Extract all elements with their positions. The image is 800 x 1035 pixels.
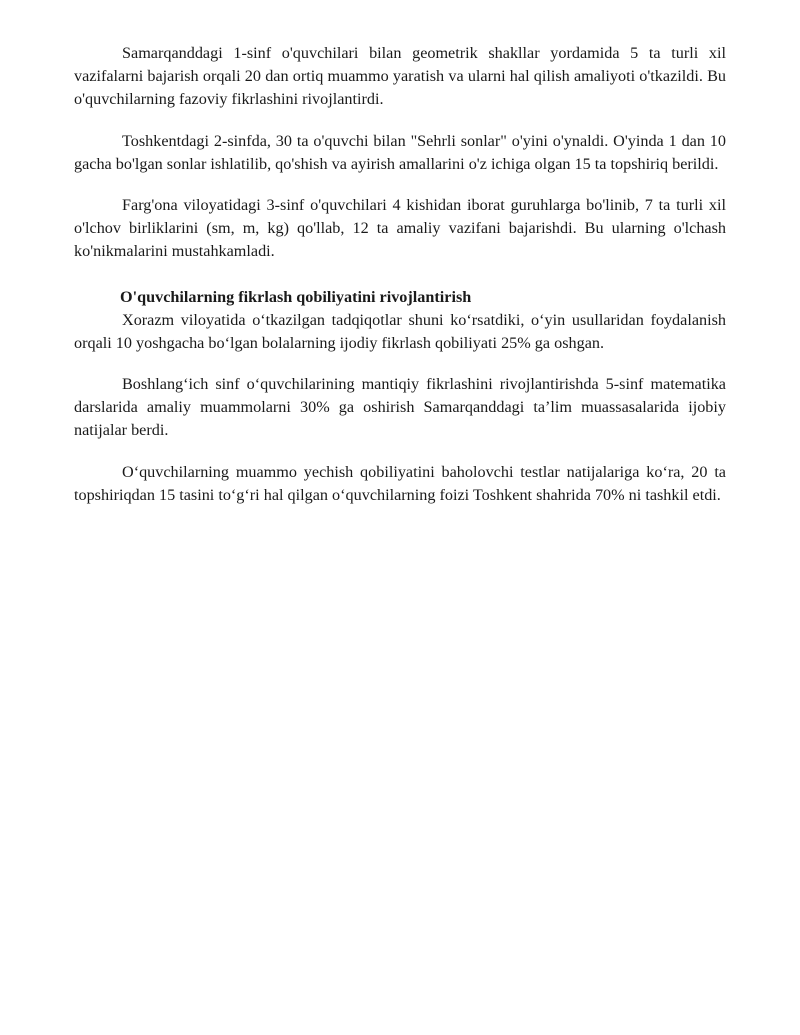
paragraph-xorazm-research: Xorazm viloyatida o‘tkazilgan tadqiqotlar shuni ko‘rsatdiki, o‘yin usullaridan foydalanish orqali 10 yoshgacha bo‘lgan bolalarning ijodiy fikrlash qobiliyati 25% ga oshgan.: [74, 310, 726, 352]
document-page: [74, 42, 726, 525]
paragraph-toshkent-grade2: Toshkentdagi 2-sinfda, 30 ta o'quvchi bilan "Sehrli sonlar" o'yini o'ynaldi. O'yinda 1 dan 10 gacha bo'lgan sonlar ishlatilib, qo'shish va ayirish amallarini o'z ichiga olgan 15 ta topshiriq berildi.: [74, 131, 726, 173]
section-heading: O'quvchilarning fikrlash qobiliyatini rivojlantirish: [120, 287, 472, 306]
paragraph-samarqand-grade1: Samarqanddagi 1-sinf o'quvchilari bilan geometrik shakllar yordamida 5 ta turli xil vazifalarni bajarish orqali 20 dan ortiq muammo yaratish va ularni hal qilish amaliyoti o'tkazildi. Bu o'quvchilarning fazoviy fikrlashini rivojlantirdi.: [74, 44, 726, 109]
paragraph-logical-thinking: Boshlang‘ich sinf o‘quvchilarining mantiqiy fikrlashini rivojlantirishda 5-sinf matematika darslarida amaliy muammolarni 30% ga oshirish Samarqanddagi ta’lim muassasalarida ijobiy natijalar berdi.: [74, 375, 726, 440]
paragraph-fargona-grade3: Farg'ona viloyatidagi 3-sinf o'quvchilari 4 kishidan iborat guruhlarga bo'linib, 7 ta turli xil o'lchov birliklarini (sm, m, kg) qo'llab, 12 ta amaliy vazifani bajarishdi. Bu ularning o'lchash ko'nikmalarini mustahkamladi.: [74, 196, 726, 261]
paragraph-problem-solving-tests: O‘quvchilarning muammo yechish qobiliyatini baholovchi testlar natijalariga ko‘ra, 20 ta topshiriqdan 15 tasini to‘g‘ri hal qilgan o‘quvchilarning foizi Toshkent shahrida 70% ni tashkil etdi.: [74, 462, 726, 504]
